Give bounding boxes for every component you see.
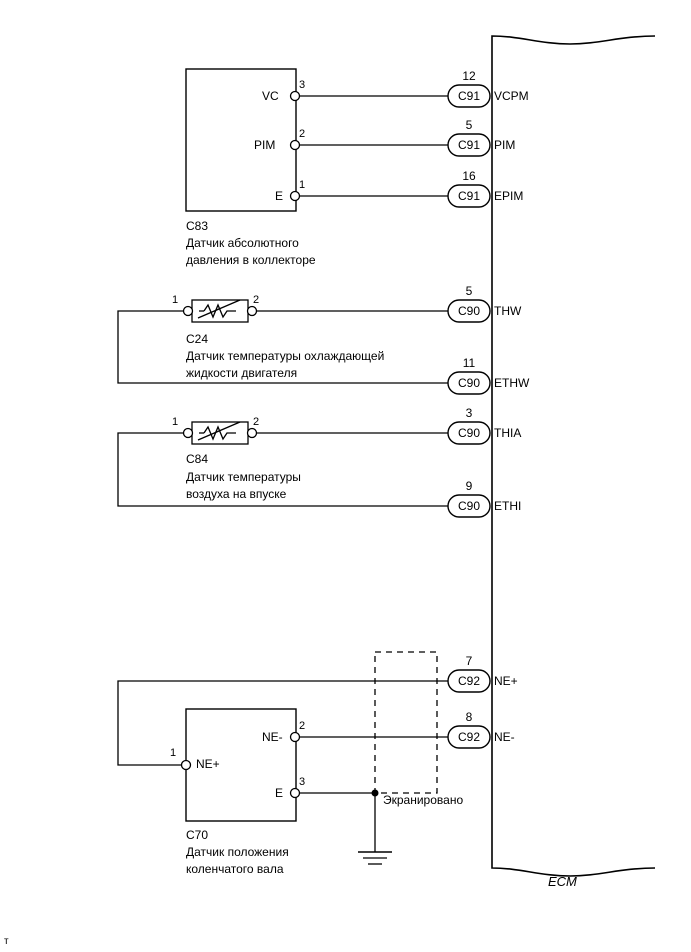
block-name-c24-line1: Датчик температуры охлаждающей bbox=[186, 349, 385, 363]
ecm-connector-c90-ethi: C90 bbox=[457, 499, 480, 513]
ecm-connector-c90-thw: C90 bbox=[457, 304, 480, 318]
ecm-signal-ethw: ETHW bbox=[494, 376, 530, 390]
block-name-c70-line2: коленчатого вала bbox=[186, 862, 284, 876]
ecm-connector-c92-ne-minus: C92 bbox=[457, 730, 480, 744]
terminal-pim bbox=[291, 141, 300, 150]
coolant-terminal-1 bbox=[184, 307, 193, 316]
coolant-sensor-symbol bbox=[192, 300, 248, 322]
ecm-connector-c91-pim: C91 bbox=[457, 138, 480, 152]
block-name-c83-line2: давления в коллекторе bbox=[186, 253, 316, 267]
intake-pin-left: 1 bbox=[172, 416, 179, 428]
block-name-c84-line1: Датчик температуры bbox=[186, 470, 301, 484]
ecm-signal-ethi: ETHI bbox=[494, 499, 522, 513]
crank-label-e: E bbox=[275, 786, 284, 800]
block-code-c83: C83 bbox=[186, 219, 209, 233]
block-code-c70: C70 bbox=[186, 828, 209, 842]
ecm-pin-3: 3 bbox=[465, 406, 473, 420]
terminal-label-pim: PIM bbox=[254, 138, 276, 152]
intake-sensor-symbol bbox=[192, 422, 248, 444]
coolant-pin-right: 2 bbox=[253, 294, 260, 306]
crank-pin-2: 2 bbox=[299, 720, 306, 732]
ecm-title: ECM bbox=[548, 874, 577, 889]
ecm-pin-5-pim: 5 bbox=[465, 118, 473, 132]
block-name-c83-line1: Датчик абсолютного bbox=[186, 236, 299, 250]
ecm-outline bbox=[492, 36, 655, 876]
ecm-signal-vcpm: VCPM bbox=[494, 89, 529, 103]
terminal-pin-pim: 2 bbox=[299, 128, 306, 140]
terminal-pin-vc: 3 bbox=[299, 79, 306, 91]
terminal-e bbox=[291, 192, 300, 201]
ecm-pin-5-thw: 5 bbox=[465, 284, 473, 298]
ecm-connector-c91-vcpm: C91 bbox=[457, 89, 480, 103]
ecm-signal-thia: THIA bbox=[494, 426, 522, 440]
crank-terminal-1 bbox=[182, 761, 191, 770]
crank-pin-3: 3 bbox=[299, 776, 306, 788]
ecm-pin-9: 9 bbox=[465, 479, 473, 493]
ecm-pin-11: 11 bbox=[462, 356, 476, 370]
block-code-c84: C84 bbox=[186, 452, 209, 466]
crank-terminal-2 bbox=[291, 733, 300, 742]
crank-pin-1: 1 bbox=[170, 747, 177, 759]
shield-junction-dot bbox=[372, 790, 379, 797]
shield-note: Экранировано bbox=[383, 793, 464, 807]
intake-pin-right: 2 bbox=[253, 416, 260, 428]
terminal-label-vc: VC bbox=[262, 89, 279, 103]
ecm-signal-ne-plus: NE+ bbox=[494, 674, 518, 688]
ecm-signal-epim: EPIM bbox=[494, 189, 524, 203]
ecm-connector-c91-epim: C91 bbox=[457, 189, 480, 203]
crank-label-ne-minus: NE- bbox=[262, 730, 283, 744]
block-name-c70-line1: Датчик положения bbox=[186, 845, 289, 859]
terminal-vc bbox=[291, 92, 300, 101]
ecm-connector-c92-ne-plus: C92 bbox=[457, 674, 480, 688]
ecm-connector-c90-ethw: C90 bbox=[457, 376, 480, 390]
terminal-label-e: E bbox=[275, 189, 284, 203]
crank-label-ne-plus: NE+ bbox=[196, 757, 220, 771]
terminal-pin-e: 1 bbox=[299, 179, 306, 191]
corner-mark: т bbox=[4, 936, 9, 947]
ecm-pin-7: 7 bbox=[465, 654, 473, 668]
ecm-connector-c90-thia: C90 bbox=[457, 426, 480, 440]
ecm-signal-thw: THW bbox=[494, 304, 522, 318]
ecm-pin-8: 8 bbox=[465, 710, 473, 724]
coolant-terminal-2 bbox=[248, 307, 257, 316]
ecm-signal-pim: PIM bbox=[494, 138, 516, 152]
block-code-c24: C24 bbox=[186, 332, 209, 346]
intake-terminal-1 bbox=[184, 429, 193, 438]
ecm-pin-16: 16 bbox=[462, 169, 476, 183]
coolant-pin-left: 1 bbox=[172, 294, 179, 306]
ecm-pin-12: 12 bbox=[462, 69, 476, 83]
ecm-signal-ne-minus: NE- bbox=[494, 730, 515, 744]
intake-terminal-2 bbox=[248, 429, 257, 438]
block-name-c24-line2: жидкости двигателя bbox=[186, 366, 298, 380]
block-name-c84-line2: воздуха на впуске bbox=[186, 487, 287, 501]
crank-terminal-3 bbox=[291, 789, 300, 798]
